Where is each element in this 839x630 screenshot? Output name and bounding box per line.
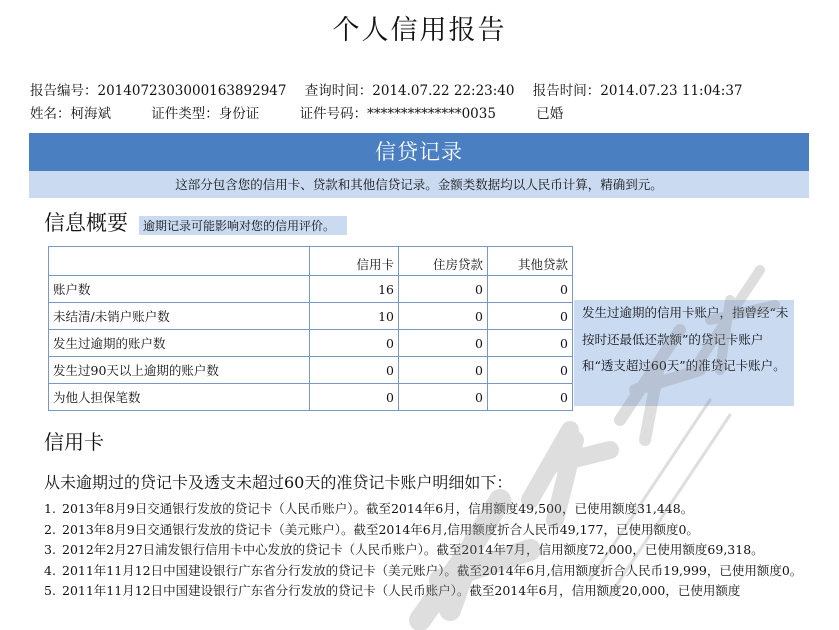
column-header-other-loan: 其他贷款 [488,247,573,276]
overview-note: 逾期记录可能影响对您的信用评价。 [139,216,347,235]
cell-value: 0 [399,276,488,303]
id-no-label: 证件号码： [299,106,368,122]
cell-value: 0 [399,384,488,411]
cell-value: 0 [310,384,399,411]
credit-card-detail-list [44,500,814,603]
cell-value: 0 [488,276,573,303]
row-label: 发生过90天以上逾期的账户数 [49,357,310,384]
report-meta-line [30,79,743,99]
section-title-bar: 信贷记录 [29,133,809,171]
query-time-label: 查询时间： [304,83,373,99]
credit-card-heading: 信用卡 [44,430,104,454]
table-row [49,303,573,330]
list-item-text: 2011年11月12日中国建设银行广东省分行发放的贷记卡（美元账户）。截至2014年6月,信用额度折合人民币19,999，已使用额度0。 [62,562,803,578]
report-time-label: 报告时间： [532,83,601,99]
list-item [44,582,814,601]
id-type-label: 证件类型： [151,106,219,122]
cell-value: 0 [488,303,573,330]
section-description: 这部分包含您的信用卡、贷款和其他信贷记录。金额类数据均以人民币计算，精确到元。 [29,171,809,198]
cell-value: 0 [488,330,573,357]
row-label: 为他人担保笔数 [49,384,310,411]
list-item [44,521,814,540]
row-label: 发生过逾期的账户数 [49,330,310,357]
id-no: **************0035 [367,106,496,122]
report-time: 2014.07.23 11:04:37 [600,83,743,99]
cell-value: 10 [310,303,399,330]
cell-value: 0 [488,384,573,411]
table-row [49,357,573,384]
report-no-label: 报告编号： [30,83,98,99]
table-row [49,276,573,303]
cell-value: 0 [399,303,488,330]
list-item [44,500,814,519]
credit-card-subheading: 从未逾期过的贷记卡及透支未超过60天的准贷记卡账户明细如下： [44,473,513,492]
row-label: 账户数 [49,276,310,303]
cell-value: 0 [399,330,488,357]
list-item-number: 2. [44,521,56,537]
overview-table [48,246,573,411]
person-meta-line [30,102,563,122]
cell-value: 0 [310,330,399,357]
table-header-row [49,247,573,276]
query-time: 2014.07.22 22:23:40 [372,83,515,99]
list-item-number: 5. [44,583,56,598]
overview-heading: 信息概要 [44,211,128,235]
report-no: 2014072303000163892947 [97,83,287,99]
list-item-number: 3. [44,542,56,557]
name-label: 姓名： [30,106,71,122]
column-header-credit-card: 信用卡 [310,247,399,276]
table-row [49,384,573,411]
cell-value: 0 [310,357,399,384]
list-item-text: 2012年2月27日浦发银行信用卡中心发放的贷记卡（人民币账户）。截至2014年7月，信用额度72,000，已使用额度69,318。 [62,542,764,557]
list-item [44,562,814,581]
cell-value: 0 [488,357,573,384]
id-type: 身份证 [218,106,260,122]
cell-value: 0 [399,357,488,384]
marital-status: 已婚 [536,106,564,122]
report-title: 个人信用报告 [332,15,507,46]
row-label: 未结清/未销户账户数 [49,303,310,330]
person-name: 柯海斌 [70,106,111,122]
cell-value: 16 [310,276,399,303]
column-header-housing-loan: 住房贷款 [399,247,488,276]
table-row [49,330,573,357]
overdue-definition-note: 发生过逾期的信用卡账户，指曾经“未按时还最低还款额”的贷记卡账户和“透支超过60天”的准贷记卡账户。 [574,300,794,406]
table-header-blank [49,247,310,276]
list-item-text: 2011年11月12日中国建设银行广东省分行发放的贷记卡（人民币账户）。截至2014年6月，信用额度20,000，已使用额度 [62,583,741,598]
list-item-text: 2013年8月9日交通银行发放的贷记卡（人民币账户）。截至2014年6月，信用额度49,500，已使用额度31,448。 [62,501,694,516]
list-item [44,541,814,560]
list-item-number: 1. [44,501,56,516]
list-item-text: 2013年8月9日交通银行发放的贷记卡（美元账户）。截至2014年6月,信用额度折合人民币49,177，已使用额度0。 [62,521,699,537]
list-item-number: 4. [44,562,56,578]
